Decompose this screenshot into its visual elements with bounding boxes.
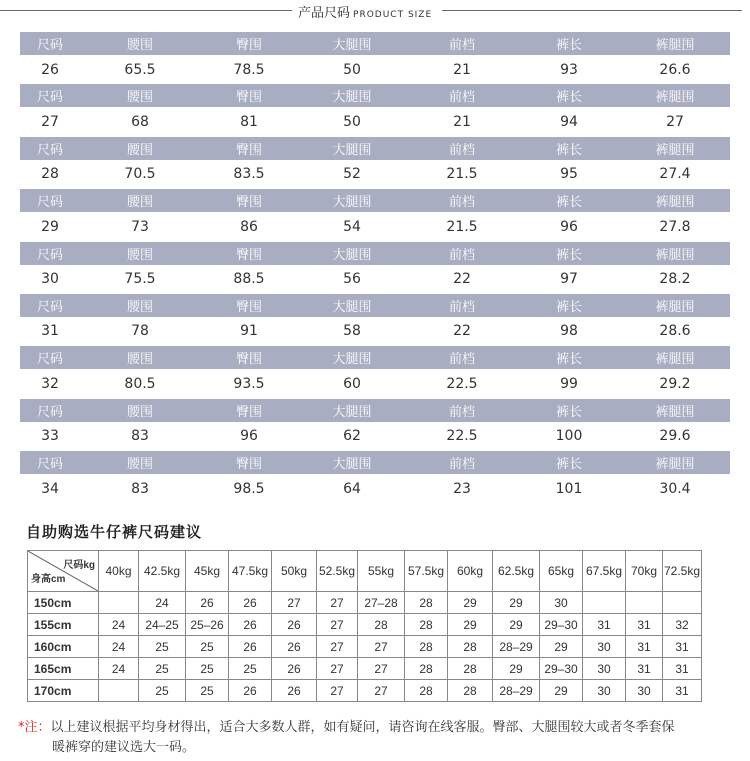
recommend-size-cell — [99, 592, 139, 614]
recommend-size-cell — [583, 592, 626, 614]
recommend-size-cell: 28 — [358, 614, 405, 636]
recommend-size-cell: 26 — [272, 636, 317, 658]
recommend-size-cell: 31 — [583, 614, 626, 636]
recommend-size-cell: 25 — [229, 658, 272, 680]
size-header-cell: 臀围 — [235, 142, 262, 158]
size-value-cell: 97 — [560, 271, 578, 288]
size-header-cell: 裤腿围 — [655, 195, 695, 211]
size-header-cell: 裤长 — [555, 142, 582, 158]
recommend-size-cell: 28 — [448, 680, 493, 702]
size-header-cell: 裤长 — [555, 299, 582, 315]
size-value-cell: 75.5 — [124, 271, 156, 288]
recommend-row — [28, 680, 702, 702]
weight-header-cell: 42.5kg — [139, 551, 186, 592]
size-value-cell: 96 — [240, 428, 258, 445]
recommend-size-cell: 29 — [493, 614, 540, 636]
recommend-size-cell — [663, 592, 702, 614]
recommend-size-cell: 26 — [272, 680, 317, 702]
size-header-row — [20, 32, 730, 55]
recommend-size-cell: 27 — [358, 636, 405, 658]
recommend-size-cell: 30 — [540, 592, 583, 614]
size-value-cell: 93.5 — [233, 375, 265, 392]
weight-header-cell: 55kg — [358, 551, 405, 592]
size-header-cell: 大腿围 — [332, 247, 372, 263]
header-right-line — [442, 10, 742, 11]
recommend-size-cell: 27 — [317, 592, 358, 614]
size-block — [20, 137, 730, 189]
recommend-size-cell: 27 — [317, 680, 358, 702]
size-header-row — [20, 242, 730, 265]
size-value-row — [20, 317, 730, 346]
weight-header-cell: 72.5kg — [663, 551, 702, 592]
size-value-cell: 80.5 — [124, 375, 156, 392]
size-value-row — [20, 55, 730, 84]
height-cell: 160cm — [28, 636, 99, 658]
recommend-size-cell: 30 — [583, 680, 626, 702]
size-header-cell: 大腿围 — [332, 352, 372, 368]
size-header-cell: 腰围 — [126, 299, 153, 315]
size-header-cell: 臀围 — [235, 457, 262, 473]
recommend-size-cell: 31 — [663, 636, 702, 658]
size-header-row — [20, 346, 730, 369]
size-value-cell: 32 — [41, 375, 59, 392]
recommend-size-cell: 32 — [663, 614, 702, 636]
size-header-cell: 裤腿围 — [655, 142, 695, 158]
size-value-cell: 52 — [343, 166, 361, 183]
recommend-size-cell: 25 — [139, 680, 186, 702]
size-value-cell: 28.6 — [659, 323, 691, 340]
size-header-cell: 前档 — [448, 142, 475, 158]
recommend-row — [28, 658, 702, 680]
size-header-cell: 前档 — [448, 38, 475, 53]
recommend-size-cell: 29 — [493, 592, 540, 614]
size-value-cell: 100 — [555, 428, 583, 445]
product-size-header — [0, 0, 750, 22]
size-value-cell: 98.5 — [233, 480, 265, 497]
recommend-size-cell: 25–26 — [186, 614, 229, 636]
size-header-cell: 尺码 — [36, 299, 63, 315]
size-value-cell: 26 — [41, 61, 59, 78]
size-value-cell: 81 — [240, 113, 258, 130]
height-cell: 155cm — [28, 614, 99, 636]
recommend-size-cell: 24 — [99, 636, 139, 658]
recommend-size-cell: 27 — [317, 658, 358, 680]
size-value-cell: 21.5 — [446, 166, 478, 183]
size-header-row — [20, 399, 730, 422]
size-header-row — [20, 84, 730, 107]
recommend-size-cell: 27 — [317, 614, 358, 636]
size-block — [20, 346, 730, 398]
size-value-cell: 78.5 — [233, 61, 265, 78]
size-header-cell: 前档 — [448, 352, 475, 368]
recommend-size-cell: 29–30 — [540, 658, 583, 680]
recommend-size-cell: 24–25 — [139, 614, 186, 636]
weight-header-cell: 67.5kg — [583, 551, 626, 592]
size-value-cell: 21 — [453, 113, 471, 130]
recommend-size-cell: 29 — [540, 680, 583, 702]
recommend-table — [27, 550, 702, 702]
size-header-cell: 臀围 — [235, 404, 262, 420]
recommend-size-cell: 24 — [99, 658, 139, 680]
size-header-cell: 腰围 — [126, 247, 153, 263]
size-header-cell: 臀围 — [235, 90, 262, 106]
weight-header-cell: 50kg — [272, 551, 317, 592]
size-block — [20, 189, 730, 241]
size-value-cell: 27 — [41, 113, 59, 130]
recommend-row — [28, 614, 702, 636]
recommend-header-row — [28, 551, 702, 592]
note-line1: 以上建议根据平均身材得出，适合大多数人群，如有疑问，请咨询在线客服。臀部、大腿围较大或者冬季套保 — [50, 720, 675, 735]
recommend-size-cell: 25 — [186, 680, 229, 702]
size-header-cell: 腰围 — [126, 352, 153, 368]
recommend-size-cell: 28–29 — [493, 680, 540, 702]
size-header-cell: 裤腿围 — [655, 457, 695, 473]
size-block — [20, 399, 730, 451]
recommend-size-cell — [99, 680, 139, 702]
size-value-cell: 70.5 — [124, 166, 156, 183]
recommend-size-cell: 26 — [229, 680, 272, 702]
weight-header-cell: 47.5kg — [229, 551, 272, 592]
size-header-cell: 尺码 — [36, 457, 63, 473]
size-header-cell: 裤腿围 — [655, 38, 695, 53]
size-header-cell: 臀围 — [235, 299, 262, 315]
size-header-cell: 前档 — [448, 404, 475, 420]
recommend-size-cell: 27–28 — [358, 592, 405, 614]
recommend-size-cell: 26 — [186, 592, 229, 614]
size-header-cell: 臀围 — [235, 195, 262, 211]
size-value-cell: 33 — [41, 428, 59, 445]
recommend-size-cell: 29 — [493, 658, 540, 680]
size-header-cell: 裤长 — [555, 247, 582, 263]
size-header-cell: 臀围 — [235, 38, 262, 53]
size-header-cell: 前档 — [448, 247, 475, 263]
height-cell: 165cm — [28, 658, 99, 680]
size-value-cell: 22 — [453, 271, 471, 288]
size-value-cell: 27 — [666, 113, 684, 130]
title-en: PRODUCT SIZE — [353, 10, 433, 20]
recommend-size-cell: 29 — [448, 592, 493, 614]
size-header-cell: 裤长 — [555, 457, 582, 473]
size-value-cell: 88.5 — [233, 271, 265, 288]
weight-header-cell: 45kg — [186, 551, 229, 592]
weight-header-cell: 65kg — [540, 551, 583, 592]
size-value-cell: 60 — [343, 375, 361, 392]
recommend-size-cell: 29 — [540, 636, 583, 658]
size-block — [20, 84, 730, 136]
recommend-size-cell: 27 — [272, 592, 317, 614]
size-header-cell: 裤长 — [555, 90, 582, 106]
size-header-cell: 裤长 — [555, 38, 582, 53]
size-value-cell: 54 — [343, 218, 361, 235]
size-header-row — [20, 189, 730, 212]
size-value-cell: 27.8 — [659, 218, 691, 235]
height-cell: 170cm — [28, 680, 99, 702]
size-header-cell: 大腿围 — [332, 457, 372, 473]
size-value-row — [20, 369, 730, 398]
size-value-cell: 73 — [131, 218, 149, 235]
size-header-cell: 尺码 — [36, 90, 63, 106]
size-header-row — [20, 137, 730, 160]
size-header-cell: 前档 — [448, 457, 475, 473]
size-header-cell: 大腿围 — [332, 404, 372, 420]
size-value-cell: 62 — [343, 428, 361, 445]
recommend-size-cell: 30 — [626, 680, 663, 702]
recommend-size-cell: 24 — [99, 614, 139, 636]
size-table — [20, 32, 730, 504]
recommend-title: 自助购选牛仔裤尺码建议 — [26, 523, 203, 541]
size-header-cell: 尺码 — [36, 247, 63, 263]
size-header-cell: 裤腿围 — [655, 404, 695, 420]
size-value-cell: 65.5 — [124, 61, 156, 78]
recommend-row — [28, 592, 702, 614]
note-star: *注： — [18, 720, 51, 735]
size-header-cell: 裤腿围 — [655, 299, 695, 315]
title-cn: 产品尺码 — [298, 6, 351, 21]
recommend-size-cell: 25 — [186, 658, 229, 680]
recommend-size-cell: 26 — [229, 592, 272, 614]
size-header-cell: 尺码 — [36, 195, 63, 211]
size-header-cell: 大腿围 — [332, 90, 372, 106]
size-header-cell: 腰围 — [126, 195, 153, 211]
size-value-cell: 50 — [343, 113, 361, 130]
size-value-row — [20, 212, 730, 241]
size-header-row — [20, 451, 730, 474]
size-value-row — [20, 265, 730, 294]
note-line2: 暖裤穿的建议选大一码。 — [52, 740, 196, 755]
size-header-cell: 大腿围 — [332, 299, 372, 315]
recommend-size-cell: 28 — [405, 592, 448, 614]
size-header-cell: 裤长 — [555, 404, 582, 420]
recommend-size-cell: 31 — [663, 658, 702, 680]
recommend-size-cell: 31 — [626, 658, 663, 680]
size-value-cell: 21 — [453, 61, 471, 78]
recommend-size-cell: 27 — [358, 658, 405, 680]
recommend-row — [28, 636, 702, 658]
size-value-cell: 22.5 — [446, 375, 478, 392]
recommend-size-cell: 26 — [272, 614, 317, 636]
recommend-size-cell: 29 — [448, 614, 493, 636]
size-value-cell: 91 — [240, 323, 258, 340]
recommend-size-cell: 27 — [358, 680, 405, 702]
size-header-cell: 尺码 — [36, 404, 63, 420]
size-value-cell: 93 — [560, 61, 578, 78]
size-block — [20, 294, 730, 346]
size-value-cell: 101 — [555, 480, 583, 497]
size-header-cell: 臀围 — [235, 352, 262, 368]
recommend-size-cell: 28 — [448, 658, 493, 680]
size-value-cell: 23 — [453, 480, 471, 497]
size-block — [20, 451, 730, 503]
size-value-cell: 99 — [560, 375, 578, 392]
recommend-size-cell: 26 — [272, 658, 317, 680]
size-header-cell: 臀围 — [235, 247, 262, 263]
recommend-size-cell: 28 — [405, 658, 448, 680]
size-header-cell: 大腿围 — [332, 195, 372, 211]
recommend-size-cell: 25 — [186, 636, 229, 658]
recommend-size-cell: 31 — [626, 636, 663, 658]
size-value-cell: 56 — [343, 271, 361, 288]
size-value-cell: 68 — [131, 113, 149, 130]
size-header-cell: 大腿围 — [332, 142, 372, 158]
size-value-cell: 98 — [560, 323, 578, 340]
size-header-cell: 大腿围 — [332, 38, 372, 53]
size-header-cell: 裤腿围 — [655, 352, 695, 368]
size-header-cell: 腰围 — [126, 38, 153, 53]
corner-top: 尺码kg — [63, 560, 95, 571]
size-value-cell: 34 — [41, 480, 59, 497]
size-block — [20, 32, 730, 84]
weight-header-cell: 57.5kg — [405, 551, 448, 592]
recommend-size-cell: 28 — [405, 636, 448, 658]
size-value-cell: 96 — [560, 218, 578, 235]
size-value-cell: 29.2 — [659, 375, 691, 392]
size-value-cell: 22 — [453, 323, 471, 340]
recommend-size-cell: 24 — [139, 592, 186, 614]
size-value-cell: 30.4 — [659, 480, 691, 497]
size-value-row — [20, 107, 730, 136]
size-header-cell: 裤长 — [555, 352, 582, 368]
size-value-cell: 27.4 — [659, 166, 691, 183]
size-value-cell: 78 — [131, 323, 149, 340]
corner-cell — [28, 551, 99, 592]
corner-bottom: 身高cm — [31, 574, 66, 585]
product-size-title — [298, 2, 432, 21]
size-header-cell: 腰围 — [126, 404, 153, 420]
size-value-cell: 30 — [41, 271, 59, 288]
size-value-cell: 58 — [343, 323, 361, 340]
size-value-cell: 29.6 — [659, 428, 691, 445]
size-header-cell: 尺码 — [36, 142, 63, 158]
size-value-cell: 83.5 — [233, 166, 265, 183]
recommend-size-cell: 31 — [626, 614, 663, 636]
size-header-cell: 前档 — [448, 299, 475, 315]
size-value-cell: 22.5 — [446, 428, 478, 445]
size-header-cell: 腰围 — [126, 90, 153, 106]
size-value-cell: 26.6 — [659, 61, 691, 78]
size-header-cell: 腰围 — [126, 142, 153, 158]
size-header-cell: 前档 — [448, 90, 475, 106]
note — [18, 718, 733, 758]
size-value-cell: 83 — [131, 428, 149, 445]
recommend-size-cell: 30 — [583, 658, 626, 680]
recommend-size-cell: 27 — [317, 636, 358, 658]
size-value-cell: 28 — [41, 166, 59, 183]
recommend-size-cell: 25 — [139, 658, 186, 680]
size-value-cell: 21.5 — [446, 218, 478, 235]
recommend-size-cell: 28 — [405, 680, 448, 702]
size-header-cell: 尺码 — [36, 38, 63, 53]
size-value-cell: 95 — [560, 166, 578, 183]
size-header-cell: 前档 — [448, 195, 475, 211]
recommend-size-cell: 25 — [139, 636, 186, 658]
header-left-line — [0, 10, 292, 11]
size-header-cell: 裤腿围 — [655, 247, 695, 263]
recommend-size-cell: 28 — [405, 614, 448, 636]
weight-header-cell: 62.5kg — [493, 551, 540, 592]
size-value-cell: 64 — [343, 480, 361, 497]
recommend-size-cell: 28 — [448, 636, 493, 658]
size-header-row — [20, 294, 730, 317]
recommend-size-cell: 30 — [583, 636, 626, 658]
weight-header-cell: 60kg — [448, 551, 493, 592]
weight-header-cell: 52.5kg — [317, 551, 358, 592]
size-block — [20, 242, 730, 294]
size-value-cell: 29 — [41, 218, 59, 235]
size-value-cell: 28.2 — [659, 271, 691, 288]
recommend-size-cell — [626, 592, 663, 614]
size-value-cell: 94 — [560, 113, 578, 130]
size-value-cell: 31 — [41, 323, 59, 340]
size-value-row — [20, 422, 730, 451]
size-header-cell: 腰围 — [126, 457, 153, 473]
recommend-size-cell: 29–30 — [540, 614, 583, 636]
recommend-size-cell: 31 — [663, 680, 702, 702]
size-header-cell: 尺码 — [36, 352, 63, 368]
size-value-cell: 86 — [240, 218, 258, 235]
recommend-size-cell: 28–29 — [493, 636, 540, 658]
recommend-size-cell: 26 — [229, 636, 272, 658]
size-value-cell: 83 — [131, 480, 149, 497]
size-value-cell: 50 — [343, 61, 361, 78]
size-value-row — [20, 160, 730, 189]
weight-header-cell: 70kg — [626, 551, 663, 592]
height-cell: 150cm — [28, 592, 99, 614]
size-header-cell: 裤腿围 — [655, 90, 695, 106]
weight-header-cell: 40kg — [99, 551, 139, 592]
size-header-cell: 裤长 — [555, 195, 582, 211]
recommend-size-cell: 26 — [229, 614, 272, 636]
size-value-row — [20, 474, 730, 503]
